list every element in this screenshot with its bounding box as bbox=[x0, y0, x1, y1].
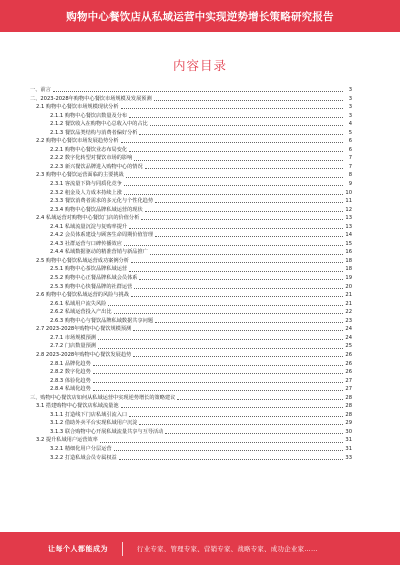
toc-leader-dots bbox=[119, 459, 343, 460]
toc-leader-dots bbox=[93, 365, 343, 366]
toc-entry-text: 2.3.1 客流量下降与同质化竞争 bbox=[50, 181, 122, 188]
toc-entry[interactable] bbox=[30, 248, 352, 257]
toc-entry-text: 2.6 购物中心餐饮私域运营的风险与挑战 bbox=[36, 292, 129, 299]
toc-page-number: 24 bbox=[345, 326, 352, 333]
toc-page-number: 15 bbox=[345, 240, 352, 247]
footer-banner bbox=[0, 532, 400, 565]
toc-entry-text: 2.3 购物中心餐饮运营面临的主要挑战 bbox=[36, 172, 124, 179]
toc-leader-dots bbox=[121, 142, 343, 143]
toc-page-number: 11 bbox=[345, 198, 352, 205]
footer-slogan: 让每个人都能成为 bbox=[48, 544, 108, 553]
table-of-contents bbox=[30, 86, 352, 462]
toc-leader-dots bbox=[139, 134, 343, 135]
toc-entry-text: 2.8.3 体验化趋势 bbox=[50, 377, 91, 384]
toc-entry[interactable] bbox=[30, 240, 352, 249]
toc-page-number: 6 bbox=[348, 146, 352, 153]
toc-entry-text: 2.3.3 餐饮消费者需求的多元化与个性化趋势 bbox=[50, 198, 154, 205]
toc-page-number: 31 bbox=[345, 437, 352, 444]
toc-page-number: 27 bbox=[345, 377, 352, 384]
toc-entry-text: 2.4.1 私域流量沉淀与复购率提升 bbox=[50, 223, 128, 230]
toc-entry[interactable] bbox=[30, 163, 352, 172]
toc-entry-text: 2.1.2 餐饮收入在购物中心总收入中的占比 bbox=[50, 121, 148, 128]
toc-page-number: 16 bbox=[345, 249, 352, 256]
toc-entry[interactable] bbox=[30, 257, 352, 266]
toc-entry-text: 2.7.2 门店数量预测 bbox=[50, 343, 96, 350]
toc-title: 内容目录 bbox=[172, 58, 227, 73]
toc-entry-text: 3.1 搭建购物中心餐饮店私域流量池 bbox=[36, 403, 119, 410]
toc-page-number: 28 bbox=[345, 403, 352, 410]
toc-leader-dots bbox=[121, 108, 343, 109]
toc-entry-text: 2.8 2023-2028年购物中心餐饮发展趋势 bbox=[36, 351, 132, 358]
toc-entry[interactable] bbox=[30, 351, 352, 360]
header-banner bbox=[0, 0, 400, 32]
toc-entry[interactable] bbox=[30, 214, 352, 223]
toc-entry-text: 2.5.2 购物中心正餐品牌私域会员体系 bbox=[50, 275, 138, 282]
toc-leader-dots bbox=[129, 416, 343, 417]
toc-page-number: 10 bbox=[345, 189, 352, 196]
toc-entry-text: 2.6.3 购物中心与餐饮品牌私域数据共享问题 bbox=[50, 317, 154, 324]
toc-leader-dots bbox=[145, 211, 343, 212]
toc-leader-dots bbox=[155, 322, 343, 323]
toc-entry[interactable] bbox=[30, 129, 352, 138]
toc-page-number: 25 bbox=[345, 343, 352, 350]
toc-entry[interactable] bbox=[30, 283, 352, 292]
toc-leader-dots bbox=[124, 245, 343, 246]
toc-entry-text: 2.3.4 购物中心餐饮品牌私域运营的现状 bbox=[50, 206, 143, 213]
toc-entry[interactable] bbox=[30, 394, 352, 403]
toc-entry-text: 2.2.3 新兴餐饮品牌进入购物中心的情况 bbox=[50, 163, 143, 170]
toc-leader-dots bbox=[124, 194, 343, 195]
toc-page-number: 21 bbox=[345, 292, 352, 299]
toc-entry[interactable] bbox=[30, 368, 352, 377]
toc-entry-text: 2.8.4 私域化趋势 bbox=[50, 386, 91, 393]
toc-leader-dots bbox=[129, 151, 343, 152]
toc-leader-dots bbox=[134, 288, 343, 289]
toc-entry-text: 2.1.1 购物中心餐饮店数量及分布 bbox=[50, 112, 128, 119]
toc-entry-text: 3.1.2 借助外卖平台实现私域用户沉淀 bbox=[50, 420, 138, 427]
toc-leader-dots bbox=[133, 356, 343, 357]
toc-page-number: 9 bbox=[348, 181, 352, 188]
toc-page-number: 18 bbox=[345, 257, 352, 264]
toc-entry[interactable] bbox=[30, 308, 352, 317]
toc-entry-text: 一、前言 bbox=[30, 87, 51, 93]
toc-entry-text: 二、2023-2028年购物中心餐饮市场规模及发展预测 bbox=[30, 95, 152, 102]
toc-entry-text: 2.5.3 购物中心快餐品牌的社群运营 bbox=[50, 283, 133, 290]
toc-page-number: 23 bbox=[345, 317, 352, 324]
footer-tagline: 行业专家、管理专家、营销专家、战略专家、成功企业家…… bbox=[137, 545, 318, 553]
toc-page-number: 18 bbox=[345, 266, 352, 273]
toc-entry-text: 2.7.1 市场规模预测 bbox=[50, 334, 96, 341]
toc-entry[interactable] bbox=[30, 445, 352, 454]
toc-leader-dots bbox=[93, 382, 343, 383]
toc-entry[interactable] bbox=[30, 206, 352, 215]
toc-page-number: 20 bbox=[345, 283, 352, 290]
toc-entry[interactable] bbox=[30, 86, 352, 95]
footer-divider bbox=[122, 542, 123, 556]
toc-entry-text: 2.1 购物中心餐饮市场规模现状分析 bbox=[36, 104, 119, 111]
toc-page-number: 4 bbox=[348, 121, 352, 128]
toc-entry[interactable] bbox=[30, 454, 352, 463]
toc-leader-dots bbox=[121, 407, 343, 408]
toc-leader-dots bbox=[145, 168, 343, 169]
toc-entry[interactable] bbox=[30, 317, 352, 326]
toc-entry[interactable] bbox=[30, 180, 352, 189]
toc-page-number: 7 bbox=[348, 163, 352, 170]
toc-leader-dots bbox=[131, 262, 343, 263]
toc-entry-text: 2.4.3 社群运营与口碑传播效应 bbox=[50, 240, 122, 247]
toc-entry[interactable] bbox=[30, 223, 352, 232]
toc-leader-dots bbox=[131, 296, 343, 297]
toc-leader-dots bbox=[165, 433, 343, 434]
toc-page-number: 19 bbox=[345, 275, 352, 282]
toc-page-number: 7 bbox=[348, 155, 352, 162]
toc-page-number: 28 bbox=[345, 394, 352, 401]
toc-leader-dots bbox=[129, 228, 343, 229]
toc-leader-dots bbox=[93, 390, 343, 391]
toc-entry-text: 3.2 提升私域用户运营效率 bbox=[36, 437, 98, 444]
toc-entry[interactable] bbox=[30, 300, 352, 309]
toc-leader-dots bbox=[98, 339, 343, 340]
toc-entry[interactable] bbox=[30, 112, 352, 121]
toc-page-number: 28 bbox=[345, 411, 352, 418]
toc-leader-dots bbox=[129, 117, 343, 118]
toc-page-number: 27 bbox=[345, 386, 352, 393]
toc-entry[interactable] bbox=[30, 334, 352, 343]
toc-entry[interactable] bbox=[30, 146, 352, 155]
toc-entry[interactable] bbox=[30, 436, 352, 445]
toc-page-number: 26 bbox=[345, 369, 352, 376]
toc-entry-text: 3.1.3 联合购物中心开展私域流量共享与互导活动 bbox=[50, 428, 164, 435]
toc-page-number: 8 bbox=[348, 172, 352, 179]
toc-entry[interactable] bbox=[30, 95, 352, 104]
toc-page-number: 5 bbox=[348, 129, 352, 136]
toc-leader-dots bbox=[53, 91, 343, 92]
toc-page-number: 30 bbox=[345, 428, 352, 435]
toc-entry[interactable] bbox=[30, 103, 352, 112]
toc-page-number: 29 bbox=[345, 420, 352, 427]
toc-entry-text: 2.2 购物中心餐饮市场发展趋势分析 bbox=[36, 138, 119, 145]
toc-entry[interactable] bbox=[30, 428, 352, 437]
report-title: 购物中心餐饮店从私域运营中实现逆势增长策略研究报告 bbox=[66, 10, 334, 23]
toc-entry[interactable] bbox=[30, 189, 352, 198]
toc-entry[interactable] bbox=[30, 291, 352, 300]
toc-leader-dots bbox=[114, 450, 343, 451]
toc-entry[interactable] bbox=[30, 419, 352, 428]
toc-page-number: 3 bbox=[348, 112, 352, 119]
toc-page-number: 13 bbox=[345, 223, 352, 230]
toc-entry-text: 2.4.2 会员体系建设与顾客生命周期价值管理 bbox=[50, 232, 154, 239]
toc-leader-dots bbox=[124, 185, 343, 186]
toc-leader-dots bbox=[150, 125, 343, 126]
toc-entry-text: 3.2.1 精细化用户分层运营 bbox=[50, 445, 112, 452]
toc-page-number: 3 bbox=[348, 104, 352, 111]
toc-leader-dots bbox=[98, 348, 343, 349]
toc-entry-text: 2.5.1 购物中心茶饮品牌私域运营 bbox=[50, 266, 128, 273]
toc-page-number: 3 bbox=[348, 95, 352, 102]
toc-entry[interactable] bbox=[30, 265, 352, 274]
toc-entry-text: 2.4 私域运营对购物中心餐饮门店的价值分析 bbox=[36, 215, 140, 222]
toc-leader-dots bbox=[133, 330, 343, 331]
toc-entry-text: 2.8.1 品牌化趋势 bbox=[50, 360, 91, 367]
toc-entry-text: 2.5 购物中心餐饮私域运营成功案例分析 bbox=[36, 257, 129, 264]
toc-entry[interactable] bbox=[30, 411, 352, 420]
toc-page-number: 21 bbox=[345, 300, 352, 307]
toc-page-number: 33 bbox=[345, 454, 352, 461]
toc-entry[interactable] bbox=[30, 274, 352, 283]
toc-entry[interactable] bbox=[30, 120, 352, 129]
toc-entry[interactable] bbox=[30, 325, 352, 334]
toc-leader-dots bbox=[93, 373, 343, 374]
toc-entry[interactable] bbox=[30, 154, 352, 163]
toc-leader-dots bbox=[108, 305, 343, 306]
toc-entry-text: 2.3.2 租金及人力成本持续上涨 bbox=[50, 189, 122, 196]
toc-page-number: 3 bbox=[348, 87, 352, 93]
toc-page-number: 26 bbox=[345, 351, 352, 358]
toc-entry[interactable] bbox=[30, 197, 352, 206]
toc-leader-dots bbox=[141, 219, 343, 220]
toc-leader-dots bbox=[100, 442, 343, 443]
toc-entry[interactable] bbox=[30, 385, 352, 394]
toc-entry-text: 2.6.2 私域运营投入产出比 bbox=[50, 309, 112, 316]
toc-page-number: 12 bbox=[345, 206, 352, 213]
toc-page-number: 13 bbox=[345, 215, 352, 222]
toc-entry-text: 2.8.2 数字化趋势 bbox=[50, 369, 91, 376]
toc-entry[interactable] bbox=[30, 137, 352, 146]
toc-entry[interactable] bbox=[30, 402, 352, 411]
toc-entry-text: 2.2.2 数字化转型对餐饮市场的影响 bbox=[50, 155, 133, 162]
toc-leader-dots bbox=[134, 160, 343, 161]
toc-entry-text: 2.6.1 私域用户流失风险 bbox=[50, 300, 107, 307]
toc-leader-dots bbox=[126, 177, 343, 178]
toc-leader-dots bbox=[154, 100, 343, 101]
toc-leader-dots bbox=[114, 313, 343, 314]
toc-entry-text: 2.7 2023-2028年购物中心餐饮规模预测 bbox=[36, 326, 132, 333]
toc-entry-text: 三、购物中心餐饮店如何从私域运营中实现逆势增长的策略建议 bbox=[30, 394, 176, 401]
toc-entry-text: 2.2.1 购物中心餐饮业态布局变化 bbox=[50, 146, 128, 153]
toc-leader-dots bbox=[129, 271, 343, 272]
toc-leader-dots bbox=[150, 254, 343, 255]
toc-entry[interactable] bbox=[30, 360, 352, 369]
toc-entry[interactable] bbox=[30, 342, 352, 351]
toc-entry-text: 3.1.1 打造线下门店私域引流入口 bbox=[50, 411, 128, 418]
toc-entry[interactable] bbox=[30, 377, 352, 386]
toc-leader-dots bbox=[139, 424, 343, 425]
toc-page-number: 26 bbox=[345, 360, 352, 367]
toc-entry-text: 2.1.3 餐饮品类结构与消费者偏好分析 bbox=[50, 129, 138, 136]
toc-page-number: 14 bbox=[345, 232, 352, 239]
toc-leader-dots bbox=[177, 399, 343, 400]
toc-page-number: 24 bbox=[345, 334, 352, 341]
toc-page-number: 22 bbox=[345, 309, 352, 316]
toc-entry[interactable] bbox=[30, 231, 352, 240]
toc-entry-text: 2.4.4 私域数据驱动的精准营销与新品推广 bbox=[50, 249, 148, 256]
toc-leader-dots bbox=[155, 202, 343, 203]
toc-page-number: 31 bbox=[345, 445, 352, 452]
toc-leader-dots bbox=[155, 236, 343, 237]
toc-page-number: 6 bbox=[348, 138, 352, 145]
toc-entry[interactable] bbox=[30, 171, 352, 180]
toc-entry-text: 3.2.2 打造私域会员专属权益 bbox=[50, 454, 117, 461]
toc-leader-dots bbox=[139, 279, 343, 280]
